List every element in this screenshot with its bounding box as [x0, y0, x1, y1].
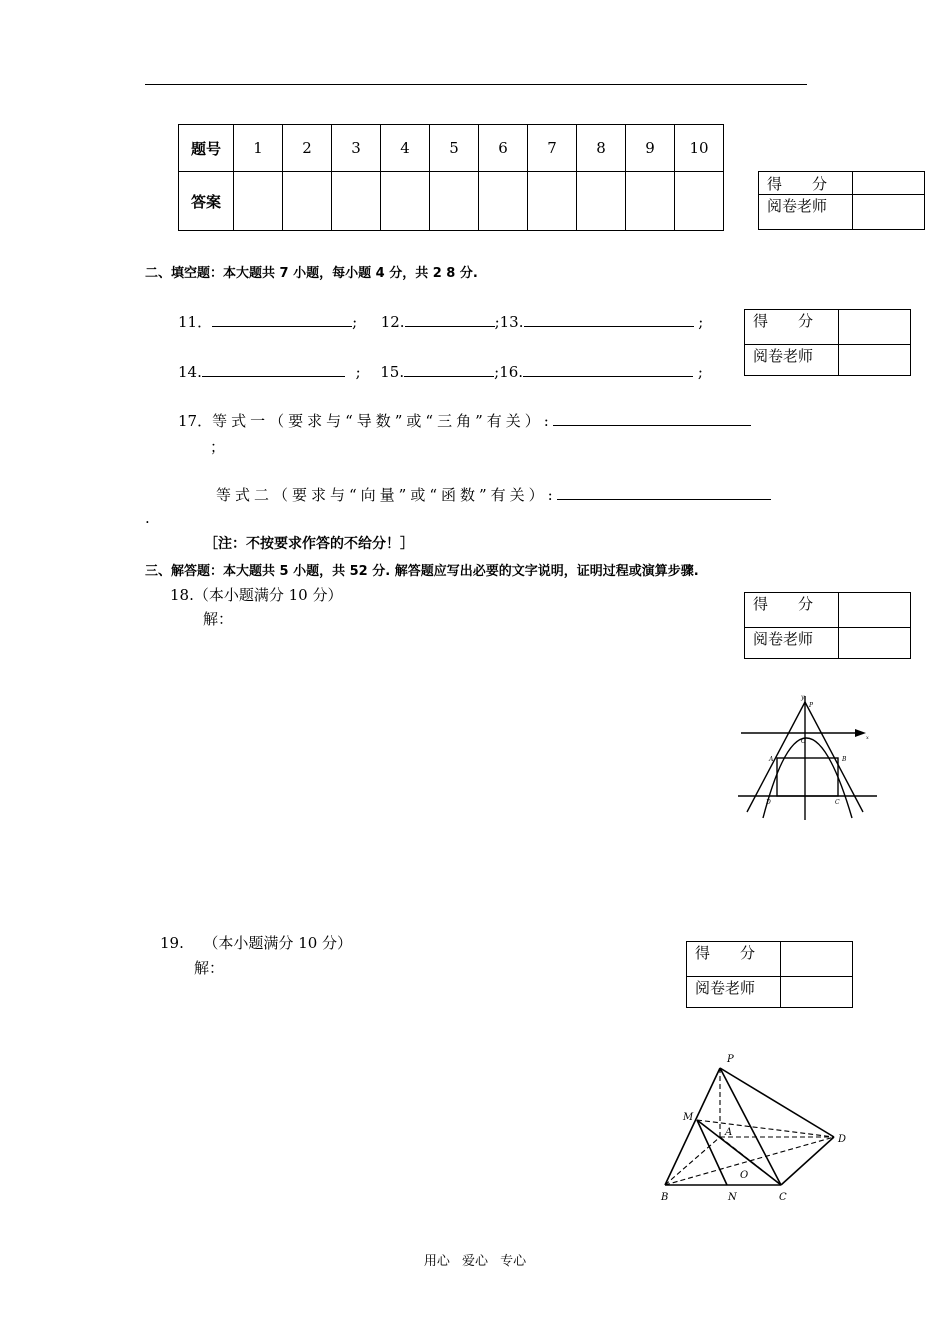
- score-box-section2: [744, 309, 911, 376]
- grader-cell[interactable]: [839, 345, 911, 376]
- q17-label: 17．: [178, 412, 213, 430]
- fig1-label-a: A: [769, 756, 774, 763]
- pyramid-figure: [655, 1050, 855, 1205]
- score-box-q18: [744, 592, 911, 659]
- fig1-label-p: P: [809, 702, 814, 709]
- score-cell[interactable]: [839, 310, 911, 345]
- fig2-label-b: B: [661, 1192, 669, 1203]
- score-box-section1: [758, 171, 925, 230]
- answer-table: [178, 124, 724, 231]
- score-label: 得 分: [687, 942, 781, 977]
- answer-cell[interactable]: [528, 172, 577, 231]
- fig1-label-c: C: [835, 799, 840, 806]
- question-number: 9: [626, 125, 675, 172]
- q12-label: 12.: [380, 313, 405, 331]
- q16-blank[interactable]: [523, 361, 693, 377]
- question-number: 1: [234, 125, 283, 172]
- q16-sep: ;: [697, 363, 703, 381]
- fig2-label-o: O: [740, 1170, 749, 1181]
- answer-cell[interactable]: [283, 172, 332, 231]
- section3-title: 三、解答题：本大题共 5 小题，共 52 分. 解答题应写出必要的文字说明，证明过程或演算步骤.: [145, 564, 699, 579]
- grader-cell[interactable]: [781, 977, 853, 1008]
- question-number: 7: [528, 125, 577, 172]
- note: ［注：不按要求作答的不给分！］: [204, 536, 414, 552]
- question-number: 3: [332, 125, 381, 172]
- q17-period: .: [145, 509, 150, 527]
- fig2-label-d: D: [838, 1134, 847, 1145]
- q19-solve: 解：: [194, 959, 225, 977]
- q17-eq1-blank[interactable]: [553, 410, 751, 426]
- grader-cell[interactable]: [853, 195, 925, 230]
- q13-label: 13.: [499, 313, 524, 331]
- answer-cell[interactable]: [234, 172, 283, 231]
- q12-blank[interactable]: [405, 311, 495, 327]
- fill-line-11-13: [178, 311, 703, 332]
- q17-eq2-prompt: 等式二（要求与“向量”或“函数”有关）:: [216, 486, 557, 504]
- q17-line1: [178, 410, 751, 431]
- question-number-header: 题号: [179, 125, 234, 172]
- q13-sep: ;: [698, 313, 704, 331]
- question-number: 10: [675, 125, 724, 172]
- question-number: 6: [479, 125, 528, 172]
- score-label: 得 分: [745, 310, 839, 345]
- grader-label: 阅卷老师: [745, 628, 839, 659]
- fig2-label-n: N: [728, 1192, 737, 1203]
- q16-label: 16.: [499, 363, 524, 381]
- q11-blank[interactable]: [212, 311, 352, 327]
- fig1-label-o: O: [801, 738, 806, 745]
- section2-title: 二、填空题：本大题共 7 小题，每小题 4 分，共 2 8 分.: [145, 266, 478, 281]
- answer-cell[interactable]: [626, 172, 675, 231]
- q11-sep: ;: [352, 313, 358, 331]
- q15-blank[interactable]: [404, 361, 494, 377]
- grader-label: 阅卷老师: [759, 195, 853, 230]
- fig1-label-b: B: [842, 756, 847, 763]
- q19-title: （本小题满分 10 分）: [203, 934, 353, 952]
- score-cell[interactable]: [839, 593, 911, 628]
- header-rule: [145, 84, 807, 85]
- q15-label: 15.: [380, 363, 405, 381]
- q13-blank[interactable]: [524, 311, 694, 327]
- answer-row-header: 答案: [179, 172, 234, 231]
- q18-title: 18.（本小题满分 10 分）: [170, 586, 343, 604]
- score-cell[interactable]: [853, 172, 925, 195]
- score-label: 得 分: [745, 593, 839, 628]
- answer-cell[interactable]: [577, 172, 626, 231]
- q14-label: 14.: [178, 363, 202, 381]
- fig2-label-m: M: [683, 1112, 694, 1123]
- page-footer: 用心 爱心 专心: [423, 1254, 527, 1269]
- answer-cell[interactable]: [430, 172, 479, 231]
- grader-label: 阅卷老师: [687, 977, 781, 1008]
- q19-line: [160, 932, 352, 953]
- q15-sep: ;: [494, 363, 500, 381]
- fig1-label-d: D: [766, 799, 771, 806]
- q17-semicolon: ；: [210, 438, 226, 456]
- fig1-label-x: x: [866, 735, 869, 741]
- question-number: 8: [577, 125, 626, 172]
- fill-line-14-16: [178, 361, 703, 381]
- question-number: 5: [430, 125, 479, 172]
- grader-cell[interactable]: [839, 628, 911, 659]
- score-label: 得 分: [759, 172, 853, 195]
- q14-sep: ;: [355, 363, 361, 381]
- q17-eq2-blank[interactable]: [557, 484, 771, 500]
- fig2-label-c: C: [779, 1192, 787, 1203]
- score-cell[interactable]: [781, 942, 853, 977]
- fig2-label-a: A: [725, 1127, 733, 1138]
- fig2-label-p: P: [727, 1054, 734, 1065]
- question-number: 4: [381, 125, 430, 172]
- q17-eq1-prompt: 等式一（要求与“导数”或“三角”有关）:: [212, 412, 553, 430]
- score-box-q19: [686, 941, 853, 1008]
- q14-blank[interactable]: [202, 361, 345, 377]
- grader-label: 阅卷老师: [745, 345, 839, 376]
- question-number: 2: [283, 125, 332, 172]
- fig1-label-y: y: [801, 694, 805, 701]
- answer-cell[interactable]: [675, 172, 724, 231]
- parabola-figure: [735, 690, 880, 822]
- answer-cell[interactable]: [479, 172, 528, 231]
- answer-cell[interactable]: [332, 172, 381, 231]
- q17-line2: [216, 484, 771, 505]
- q12-sep: ;: [494, 313, 500, 331]
- q18-solve: 解：: [203, 610, 234, 628]
- q19-number: 19.: [160, 934, 184, 952]
- answer-cell[interactable]: [381, 172, 430, 231]
- q11-label: 11．: [178, 313, 213, 331]
